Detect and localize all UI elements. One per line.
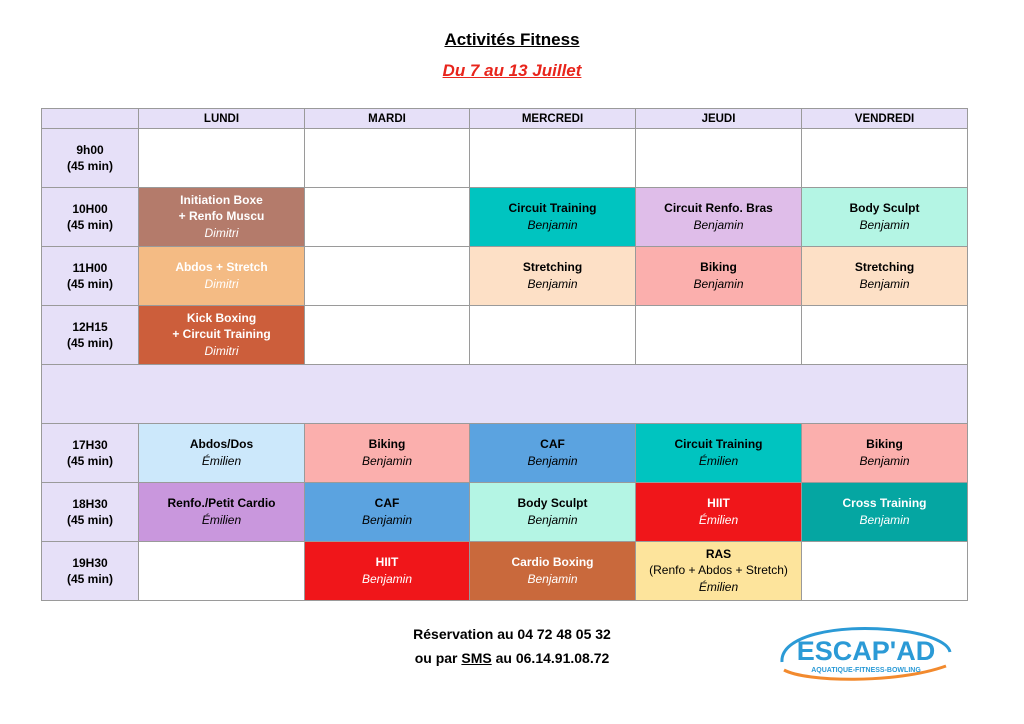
class-cell [470, 483, 636, 542]
class-cell [636, 188, 802, 247]
activity-name: Body Sculpt [849, 201, 920, 215]
logo-wordmark: ESCAP'AD [796, 636, 936, 666]
activity-name: RAS [705, 547, 732, 561]
coach-name: Benjamin [527, 572, 578, 586]
activity-name: Stretching [522, 260, 583, 274]
activity-name: CAF [374, 496, 400, 510]
time-cell [42, 188, 139, 247]
activity-name: Biking [700, 260, 737, 274]
empty-cell [305, 306, 470, 365]
coach-name: Dimitri [204, 277, 239, 291]
lunch-break-row [42, 365, 968, 424]
logo-tagline: AQUATIQUE-FITNESS-BOWLING [811, 667, 921, 674]
empty-cell [305, 247, 470, 306]
duration-label: (45 min) [66, 513, 113, 527]
time-label: 9h00 [76, 143, 104, 157]
empty-cell [139, 129, 305, 188]
coach-name: Benjamin [859, 454, 910, 468]
duration-label: (45 min) [66, 572, 113, 586]
time-slot-row [42, 247, 968, 306]
empty-cell [802, 129, 968, 188]
class-cell [802, 247, 968, 306]
empty-cell [470, 306, 636, 365]
phone-number[interactable]: 04 72 48 05 32 [517, 626, 611, 642]
activity-name: Kick Boxing + Circuit Training [172, 311, 271, 341]
coach-name: Benjamin [859, 218, 910, 232]
day-header: VENDREDI [802, 109, 968, 129]
time-slot-row [42, 483, 968, 542]
coach-name: Dimitri [204, 226, 239, 240]
empty-cell [139, 542, 305, 601]
coach-name: Benjamin [527, 218, 578, 232]
class-cell [305, 424, 470, 483]
empty-cell [636, 306, 802, 365]
activity-name: Biking [866, 437, 903, 451]
activity-name: Cross Training [842, 496, 927, 510]
time-cell [42, 129, 139, 188]
corner-cell [42, 109, 139, 129]
time-cell [42, 306, 139, 365]
or-by-text: ou par [414, 650, 462, 666]
day-header: LUNDI [139, 109, 305, 129]
coach-name: Benjamin [693, 277, 744, 291]
time-slot-row [42, 188, 968, 247]
class-cell [139, 188, 305, 247]
class-cell [802, 483, 968, 542]
activity-name: Body Sculpt [517, 496, 588, 510]
coach-name: Benjamin [361, 572, 413, 586]
activity-name: Renfo./Petit Cardio [167, 496, 276, 510]
empty-cell [636, 129, 802, 188]
time-slot-row [42, 542, 968, 601]
class-cell [636, 247, 802, 306]
time-label: 19H30 [72, 556, 108, 570]
time-slot-row [42, 306, 968, 365]
activity-details: (Renfo + Abdos + Stretch) [649, 563, 788, 577]
time-label: 17H30 [72, 438, 108, 452]
empty-cell [305, 129, 470, 188]
class-cell [470, 247, 636, 306]
day-header-row [42, 109, 968, 129]
class-cell [139, 247, 305, 306]
coach-name: Dimitri [204, 344, 239, 358]
time-slot-row [42, 424, 968, 483]
duration-label: (45 min) [66, 336, 113, 350]
activity-name: HIIT [375, 555, 399, 569]
activity-name: Circuit Renfo. Bras [664, 201, 773, 215]
coach-name: Benjamin [527, 513, 578, 527]
duration-label: (45 min) [66, 159, 113, 173]
coach-name: Benjamin [859, 277, 910, 291]
time-label: 12H15 [72, 320, 108, 334]
reservation-prefix: Réservation au [413, 626, 518, 642]
sms-number[interactable]: 06.14.91.08.72 [515, 650, 610, 666]
coach-name: Émilien [201, 454, 242, 468]
coach-name: Benjamin [527, 454, 578, 468]
time-cell [42, 424, 139, 483]
activity-name: Stretching [854, 260, 915, 274]
activity-name: Abdos + Stretch [175, 260, 268, 274]
duration-label: (45 min) [66, 218, 113, 232]
page-subtitle: Du 7 au 13 Juillet [442, 61, 582, 80]
activity-name: Initiation Boxe + Renfo Muscu [178, 193, 265, 223]
time-label: 18H30 [72, 497, 108, 511]
class-cell [470, 542, 636, 601]
coach-name: Benjamin [859, 513, 910, 527]
time-cell [42, 247, 139, 306]
coach-name: Benjamin [361, 454, 413, 468]
coach-name: Émilien [201, 513, 242, 527]
activity-name: Cardio Boxing [511, 555, 594, 569]
day-header: JEUDI [636, 109, 802, 129]
schedule-table [41, 108, 968, 601]
activity-name: Circuit Training [508, 201, 597, 215]
class-cell [636, 542, 802, 601]
class-cell [470, 424, 636, 483]
time-slot-row [42, 129, 968, 188]
coach-name: Émilien [698, 454, 739, 468]
day-header: MARDI [305, 109, 470, 129]
activity-name: HIIT [707, 496, 730, 510]
empty-cell [802, 306, 968, 365]
time-cell [42, 483, 139, 542]
empty-cell [470, 129, 636, 188]
time-cell [42, 542, 139, 601]
class-cell [470, 188, 636, 247]
time-label: 10H00 [72, 202, 108, 216]
duration-label: (45 min) [66, 277, 113, 291]
activity-name: Biking [368, 437, 406, 451]
page-title: Activités Fitness [444, 30, 580, 49]
class-cell [802, 424, 968, 483]
class-cell [305, 483, 470, 542]
escapad-logo [776, 622, 956, 684]
coach-name: Émilien [698, 513, 739, 527]
activity-name: CAF [540, 437, 565, 451]
duration-label: (45 min) [66, 454, 113, 468]
empty-cell [305, 188, 470, 247]
class-cell [305, 542, 470, 601]
time-label: 11H00 [72, 261, 108, 275]
class-cell [139, 483, 305, 542]
coach-name: Émilien [698, 580, 739, 594]
sms-label: SMS [461, 650, 492, 666]
class-cell [139, 424, 305, 483]
class-cell [636, 483, 802, 542]
activity-name: Abdos/Dos [189, 437, 254, 451]
coach-name: Benjamin [361, 513, 413, 527]
coach-name: Benjamin [527, 277, 578, 291]
lunch-break-cell [42, 365, 968, 424]
day-header: MERCREDI [470, 109, 636, 129]
class-cell [139, 306, 305, 365]
sms-at-text: au [491, 650, 516, 666]
empty-cell [802, 542, 968, 601]
class-cell [802, 188, 968, 247]
class-cell [636, 424, 802, 483]
activity-name: Circuit Training [674, 437, 763, 451]
coach-name: Benjamin [693, 218, 744, 232]
